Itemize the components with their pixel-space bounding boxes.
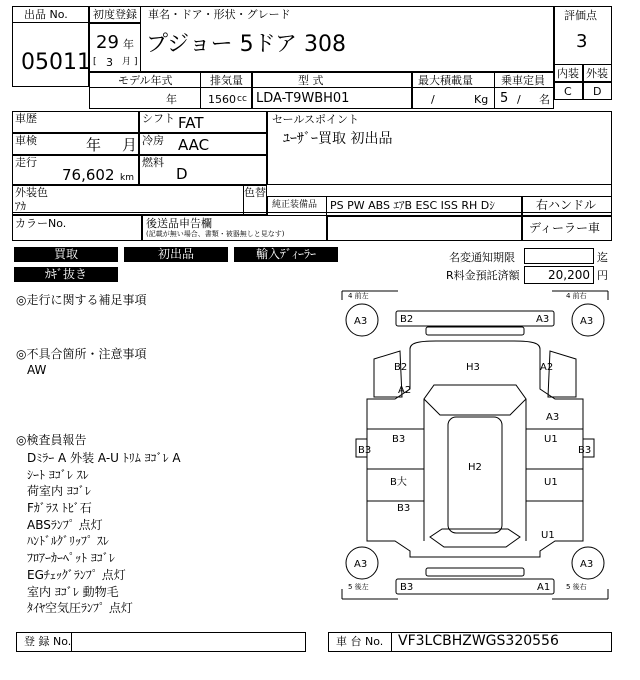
dealer-value: ディーラー車 [529,221,601,235]
mark: B大 [390,477,407,488]
diagram-brackets [342,291,608,599]
tire-rear-left: 5 後左 [348,583,369,591]
sales-text: ﾕｰｻﾞｰ買取 初出品 [283,131,393,147]
mark: U1 [544,434,558,445]
front-fender-right [548,351,576,397]
first-reg-label: 初度登録 [93,8,137,21]
fuel-value: D [176,165,188,183]
displacement-value: 1560 [208,93,236,106]
mark: A3 [580,559,594,570]
rear-bumper-inner [426,568,524,576]
tire-front-left: 4 前左 [348,292,369,300]
reg-month-unit: 月 [122,57,132,67]
mark: B3 [578,445,592,456]
model-year-label: モデル年式 [118,74,173,87]
tag-import-dealer: 輸入ﾃﾞｨｰﾗｰ [234,247,338,262]
tag-purchase: 買取 [14,247,118,262]
defect-text: AW [27,363,47,377]
inspector-list [27,449,181,616]
damage-marks [354,314,593,593]
tire-front-right: 4 前右 [566,292,587,300]
docs-label: 後送品申告欄 [146,217,212,230]
name-change-unit: 迄 [597,251,608,264]
ac-value: AAC [178,136,210,154]
color-value: ｱｶ [15,200,26,213]
recycle-unit: 円 [597,269,608,282]
rear-bumper [396,579,554,594]
car-name-label: 車名・ドア・形状・グレード [148,8,291,21]
shaken-year-unit: 年 [86,136,102,154]
shaken-month-unit: 月 [122,136,138,154]
grade-label: 評価点 [564,9,597,22]
shaken-label: 車検 [15,134,37,147]
color-cell [12,185,267,215]
mark: H2 [468,462,482,473]
inspector-heading: ◎検査員報告 [16,433,87,447]
mileage-unit: km [120,173,134,183]
registration-label: 登 録 No. [24,635,72,648]
roof [448,417,502,533]
mark: U1 [544,477,558,488]
mark: A1 [537,582,551,593]
displacement-label: 排気量 [210,74,243,87]
mark: A3 [354,559,368,570]
name-change-label: 名変通知期限 [449,251,515,264]
inspector-line: ﾌﾛｱｰｶｰﾍﾟｯﾄ ﾖｺﾞﾚ [27,551,115,566]
mark: A2 [540,362,554,373]
inspector-line: EGﾁｪｯｸﾞﾗﾝﾌﾟ 点灯 [27,567,126,582]
interior-grade: C [564,85,572,98]
ac-label: 冷房 [142,134,164,147]
max-load-unit: Kg [474,93,489,106]
lot-label: 出品 No. [24,8,68,21]
fuel-label: 燃料 [142,156,164,169]
equipment-list: PS PW ABS ｴｱB ESC ISS RH Dｼ [330,199,495,212]
type-label: 型 式 [298,74,324,87]
sales-label: セールスポイント [272,113,360,126]
chassis-number: VF3LCBHZWGS320556 [398,633,559,649]
mark: A3 [354,316,368,327]
defect-heading: ◎不具合箇所・注意事項 [16,347,147,361]
tag-first-listing: 初出品 [124,247,228,262]
name-change-box [524,248,594,264]
displacement-unit: cc [237,94,247,104]
color-change-label: 色替 [244,186,266,199]
reg-month-open: [ [93,57,97,67]
equipment-label: 純正装備品 [272,200,318,210]
mark: B2 [394,362,408,373]
model-year-unit: 年 [166,93,177,106]
door-line-left [367,399,424,541]
grade-value: 3 [576,31,588,52]
tag-key-removed: ｶｷﾞ抜き [14,267,118,282]
exterior-grade: D [593,85,602,98]
docs-note: (記載が無い場合、書類・被器無しと見なす) [146,230,285,238]
max-load-sep: / [431,93,435,106]
mark: A3 [580,316,594,327]
inspector-line: ｼｰﾄ ﾖｺﾞﾚ ｽﾚ [27,467,89,482]
body-outline [367,341,583,557]
front-bumper [396,311,554,326]
inspector-line: ﾊﾝﾄﾞﾙｸﾞﾘｯﾌﾟ ｽﾚ [27,534,109,549]
shift-value: FAT [178,114,204,132]
inspector-line: Fｶﾞﾗｽ ﾄﾋﾞ石 [27,501,92,516]
mark: U1 [541,530,555,541]
inspector-line: 室内 ﾖｺﾞﾚ 動物毛 [27,584,119,599]
reg-month-close: ] [134,57,138,67]
color-no-label: カラーNo. [15,217,67,230]
rear-glass [430,529,520,547]
mark: B3 [397,503,411,514]
recycle-label: R料金預託済額 [446,269,520,282]
model-type: LDA-T9WBH01 [256,91,350,106]
mileage-value: 76,602 [62,166,115,184]
mark: B3 [400,582,414,593]
reg-year: 29 [96,32,119,53]
car-name: プジョー 5ドア 308 [146,32,346,57]
mileage-label: 走行 [15,156,37,169]
capacity-sep: / [517,93,521,106]
mark: B3 [358,445,372,456]
inspector-line: ABSﾗﾝﾌﾟ 点灯 [27,517,103,532]
color-label: 外装色 [15,186,48,199]
handle-value: 右ハンドル [536,198,597,212]
capacity-value: 5 [500,91,509,106]
shift-label: シフト [142,112,175,125]
capacity-label: 乗車定員 [501,74,545,87]
capacity-unit: 名 [539,93,550,106]
car-damage-diagram [340,289,610,603]
mark: A2 [398,385,412,396]
inspector-line: 荷室内 ﾖｺﾞﾚ [27,484,91,499]
front-bumper-inner [426,327,524,335]
max-load-label: 最大積載量 [418,74,473,87]
mark: A3 [546,412,560,423]
lot-number: 05011 [21,50,91,75]
windshield [424,385,526,415]
docs-extra-cell [327,216,522,241]
inspector-line: ﾀｲﾔ空気圧ﾗﾝﾌﾟ 点灯 [27,601,133,616]
reg-month: 3 [106,56,113,69]
interior-label: 内装 [557,67,579,80]
exterior-label: 外装 [586,67,608,80]
inspector-line: Dﾐﾗｰ A 外装 A-U ﾄﾘﾑ ﾖｺﾞﾚ A [27,451,181,465]
driving-heading: ◎走行に関する補足事項 [16,293,147,307]
chassis-label: 車 台 No. [336,635,384,648]
reg-year-unit: 年 [123,38,134,51]
tire-rear-right: 5 後右 [566,583,587,591]
mark: H3 [466,362,480,373]
recycle-value: 20,200 [548,268,590,282]
mark: B3 [392,434,406,445]
mark: A3 [536,314,550,325]
history-label: 車歴 [15,112,37,125]
mark: B2 [400,314,414,325]
